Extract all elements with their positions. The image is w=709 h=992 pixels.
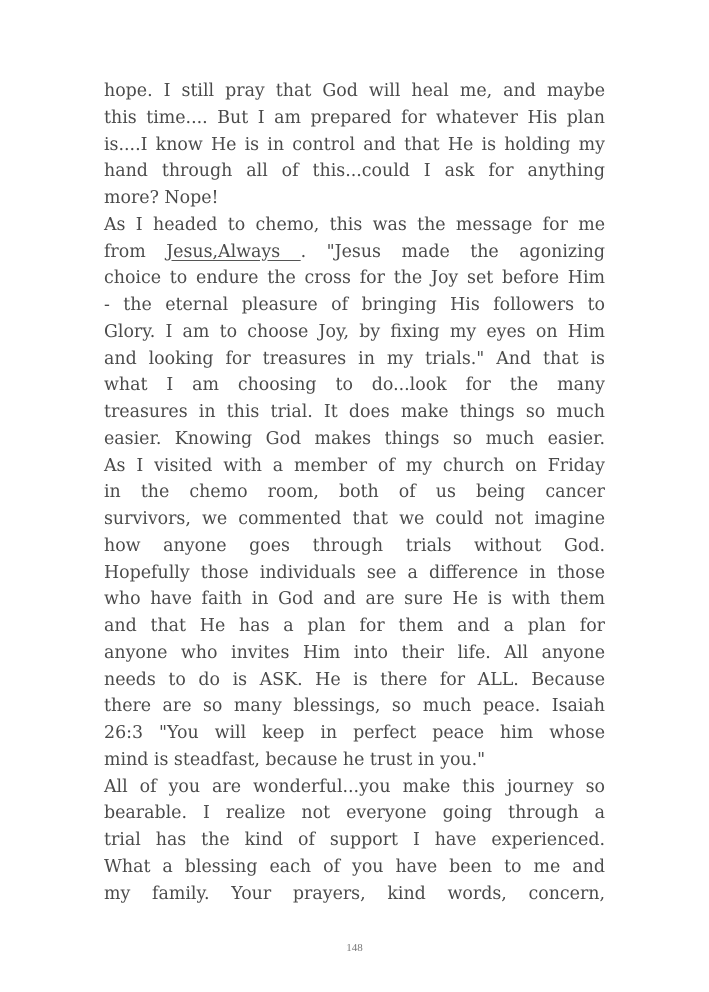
- text-line: trial has the kind of support I have experienced.: [104, 830, 605, 850]
- page-number: 148: [346, 942, 363, 954]
- text-line: and that He has a plan for them and a plan for: [104, 616, 605, 636]
- text-line: needs to do is ASK. He is there for ALL. Because: [104, 669, 605, 690]
- text-line: [104, 239, 605, 266]
- text-line: hand through all of this...could I ask for anything: [104, 161, 605, 182]
- text-line: hope. I still pray that God will heal me, and maybe: [104, 81, 605, 101]
- text-line: What a blessing each of you have been to me and: [104, 856, 605, 877]
- text-line: Glory. I am to choose Joy, by fixing my eyes on Him: [104, 321, 605, 342]
- text-line: All of you are wonderful...you make this journey so: [104, 776, 605, 797]
- text-line: mind is steadfast, because he trust in you.": [104, 749, 486, 770]
- text-line: what I am choosing to do...look for the many: [104, 375, 605, 396]
- text-line: - the eternal pleasure of bringing His followers to: [104, 295, 605, 315]
- text-line: easier. Knowing God makes things so much easier.: [104, 428, 605, 449]
- text-line: anyone who invites Him into their life. All anyone: [104, 642, 605, 663]
- text-line: more? Nope!: [104, 188, 219, 208]
- text-line: survivors, we commented that we could not imagine: [104, 509, 605, 529]
- text-segment: . "Jesus made the agonizing: [300, 241, 605, 262]
- text-segment: from: [104, 241, 167, 262]
- text-line: choice to endure the cross for the Joy set before Him: [104, 268, 605, 289]
- text-line: As I headed to chemo, this was the message for me: [104, 214, 605, 235]
- text-line: there are so many blessings, so much peace. Isaiah: [104, 696, 605, 717]
- text-line: how anyone goes through trials without God.: [104, 535, 605, 556]
- text-line: in the chemo room, both of us being cancer: [104, 482, 605, 503]
- text-line: treasures in this trial. It does make things so much: [104, 402, 605, 422]
- text-line: As I visited with a member of my church on Friday: [104, 455, 605, 476]
- text-line: my family. Your prayers, kind words, concern,: [104, 883, 605, 904]
- text-line: and looking for treasures in my trials." And that is: [104, 348, 605, 369]
- text-line: this time.... But I am prepared for whatever His plan: [104, 107, 605, 128]
- text-line: who have faith in God and are sure He is with them: [104, 589, 605, 610]
- text-line: is....I know He is in control and that He is holding my: [104, 134, 605, 155]
- text-line: Hopefully those individuals see a difference in those: [104, 562, 605, 583]
- book-title-link[interactable]: Jesus,Always: [166, 241, 301, 262]
- text-line: bearable. I realize not everyone going through a: [104, 803, 605, 824]
- document-page-body: [104, 78, 605, 907]
- text-line: 26:3 "You will keep in perfect peace him whose: [104, 723, 605, 743]
